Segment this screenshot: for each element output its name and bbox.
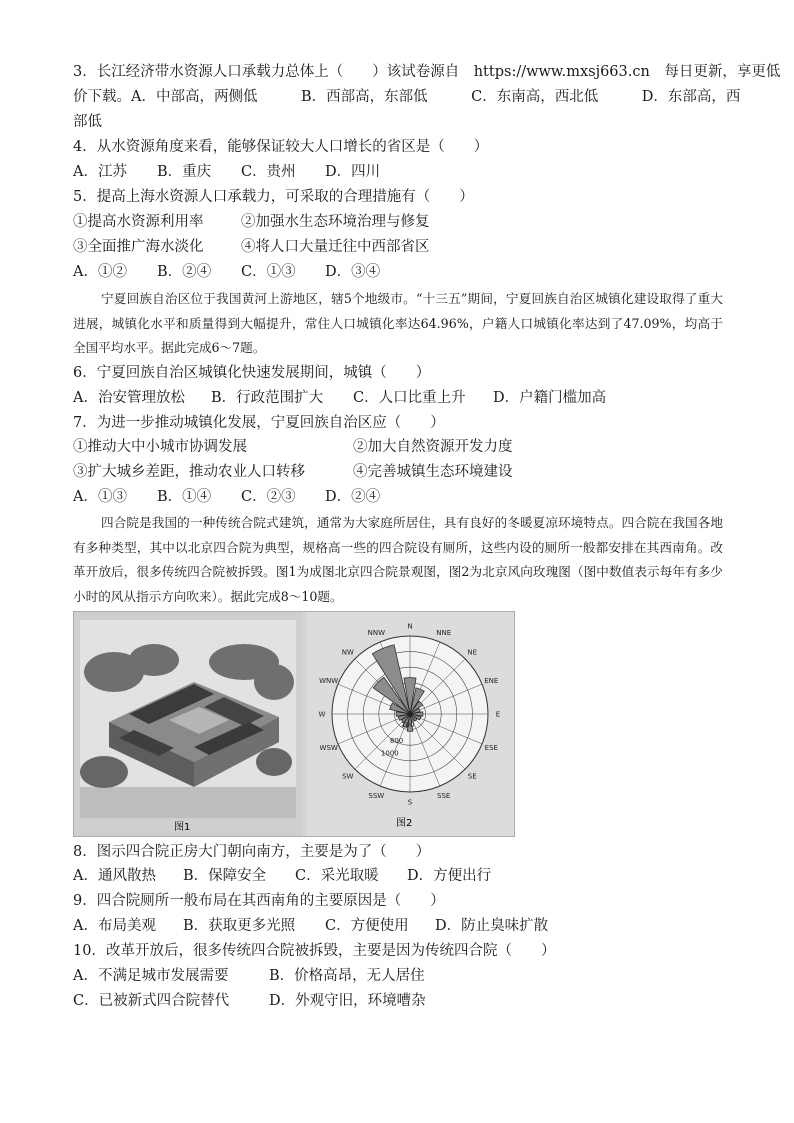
direction-label-s: S (407, 798, 413, 807)
q5-item-2: ②加强水生态环境治理与修复 (241, 214, 430, 230)
ring-label: 1000 (380, 749, 399, 758)
q3-line-3: 部低 (73, 114, 102, 130)
direction-label-nnw: NNW (367, 629, 386, 638)
siheyuan-photo (74, 612, 302, 836)
q3-line-2: 价下载。A．中部高，两侧低 B．西部高，东部低 C．东南高，西北低 D．东部高，西 (73, 89, 741, 105)
q6-stem: 6．宁夏回族自治区城镇化快速发展期间，城镇（ ） (73, 365, 431, 381)
fig2-caption: 图2 (396, 818, 413, 829)
q3-line-1: 3．长江经济带水资源人口承载力总体上（ ）该试卷源自 https://www.mxsj663.cn 每日更新，享更低 (73, 64, 781, 80)
q8-option-d: D．方便出行 (407, 868, 492, 884)
q9-stem: 9．四合院厕所一般布局在其西南角的主要原因是（ ） (73, 893, 445, 909)
q9-option-d: D．防止臭味扩散 (435, 918, 549, 934)
q4-option-c: C．贵州 (241, 164, 296, 180)
direction-label-ssw: SSW (368, 791, 385, 800)
q5-stem: 5．提高上海水资源人口承载力，可采取的合理措施有（ ） (73, 189, 474, 205)
direction-label-w: W (318, 710, 326, 719)
q6-option-c: C．人口比重上升 (353, 390, 466, 406)
q7-option-b: B．①④ (157, 489, 212, 505)
q4-option-d: D．四川 (325, 164, 381, 180)
fig1-caption: 图1 (174, 822, 191, 833)
q10-option-d: D．外观守旧，环境嘈杂 (269, 993, 426, 1009)
figure-block (73, 611, 515, 837)
q7-item-4: ④完善城镇生态环境建设 (353, 464, 513, 480)
q7-option-c: C．②③ (241, 489, 296, 505)
q7-option-d: D．②④ (325, 489, 381, 505)
direction-label-nne: NNE (436, 629, 452, 638)
direction-label-nw: NW (341, 648, 354, 657)
direction-label-ese: ESE (484, 744, 498, 753)
direction-label-sse: SSE (437, 791, 451, 800)
q10-option-c: C．已被新式四合院替代 (73, 993, 230, 1009)
direction-label-wsw: WSW (319, 744, 338, 753)
q4-option-b: B．重庆 (157, 164, 212, 180)
q5-option-d: D．③④ (325, 264, 381, 280)
direction-label-n: N (407, 622, 413, 631)
q8-stem: 8．图示四合院正房大门朝向南方，主要是为了（ ） (73, 844, 431, 860)
q5-item-4: ④将人口大量迁往中西部省区 (241, 239, 430, 255)
passage-ningxia: 宁夏回族自治区位于我国黄河上游地区，辖5个地级市。“十三五”期间，宁夏回族自治区城镇化建设取得了重大进展，城镇化水平和质量得到大幅提升，常住人口城镇化率达64.96%，户籍人口城镇化率达到了47.09%，均高于全国平均水平。据此完成6～7题。 (73, 291, 723, 355)
ring-label: 800 (389, 736, 404, 745)
q7-option-a: A．①③ (73, 489, 127, 505)
q7-item-2: ②加大自然资源开发力度 (353, 439, 513, 455)
q9-option-c: C．方便使用 (325, 918, 409, 934)
q4-option-a: A．江苏 (73, 164, 127, 180)
q7-item-1: ①推动大中小城市协调发展 (73, 439, 247, 455)
q5-option-c: C．①③ (241, 264, 296, 280)
direction-label-ne: NE (467, 648, 478, 657)
passage-siheyuan: 四合院是我国的一种传统合院式建筑，通常为大家庭所居住，具有良好的冬暖夏凉环境特点。四合院在我国各地有多种类型，其中以北京四合院为典型，规格高一些的四合院设有厕所，这些内设的厕所一般都安排在其西南角。改革开放后，很多传统四合院被拆毁。图1为成图北京四合院景观图，图2为北京风向玫瑰图（图中数值表示每年有多少小时的风从指示方向吹来）。据此完成8～10题。 (73, 515, 723, 604)
q8-option-c: C．采光取暖 (295, 868, 379, 884)
q6-option-a: A．治安管理放松 (73, 390, 185, 406)
q10-option-a: A．不满足城市发展需要 (73, 968, 229, 984)
q8-option-b: B．保障安全 (183, 868, 267, 884)
q10-option-b: B．价格高昂，无人居住 (269, 968, 425, 984)
q8-option-a: A．通风散热 (73, 868, 156, 884)
q7-stem: 7．为进一步推动城镇化发展，宁夏回族自治区应（ ） (73, 415, 445, 431)
q4-stem: 4．从水资源角度来看，能够保证较大人口增长的省区是（ ） (73, 139, 489, 155)
ring-label: 100 (401, 720, 415, 729)
q9-option-a: A．布局美观 (73, 918, 156, 934)
wind-rose-chart (306, 612, 514, 836)
q10-stem: 10．改革开放后，很多传统四合院被拆毁，主要是因为传统四合院（ ） (73, 943, 556, 959)
q5-item-1: ①提高水资源利用率 (73, 214, 204, 230)
direction-label-sw: SW (342, 772, 354, 781)
direction-label-wnw: WNW (319, 676, 339, 685)
direction-label-se: SE (467, 772, 477, 781)
q9-option-b: B．获取更多光照 (183, 918, 296, 934)
q7-item-3: ③扩大城乡差距，推动农业人口转移 (73, 464, 305, 480)
q6-option-b: B．行政范围扩大 (211, 390, 324, 406)
q5-option-a: A．①② (73, 264, 127, 280)
q6-option-d: D．户籍门槛加高 (493, 390, 607, 406)
q5-option-b: B．②④ (157, 264, 212, 280)
direction-label-ene: ENE (484, 676, 499, 685)
q5-item-3: ③全面推广海水淡化 (73, 239, 204, 255)
direction-label-e: E (495, 710, 501, 719)
